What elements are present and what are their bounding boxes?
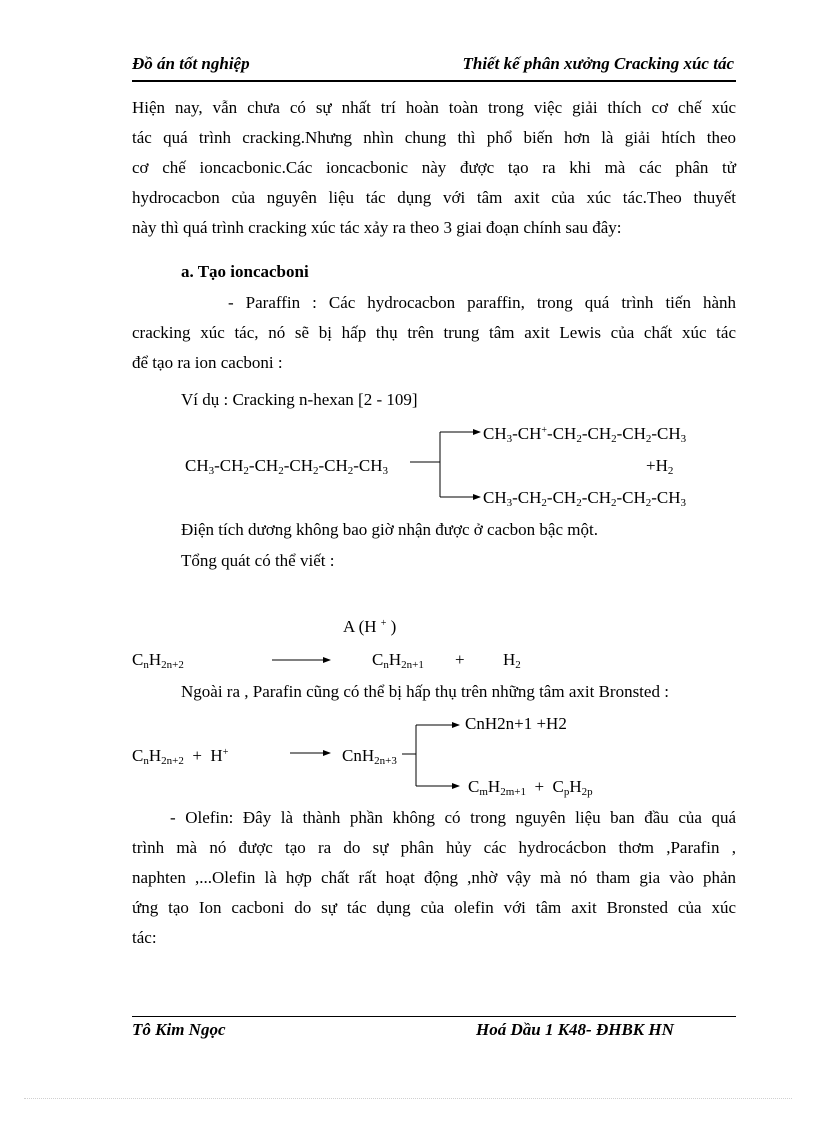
rxn3-reactant: $C_nH_{2n+2} + H^+$ xyxy=(132,746,229,767)
intro-line: Hiện nay, vẫn chưa có sự nhất trí hoàn toàn trong việc giải thích cơ chế xúc xyxy=(132,98,736,117)
header-right: Thiết kế phân xưởng Cracking xúc tác xyxy=(462,54,734,73)
rxn2-plus: + xyxy=(455,650,465,669)
rxn3-product-bottom: $C_mH_{2m+1} + C_pH_{2p}$ xyxy=(468,777,593,798)
rxn1-h2: $+H_2$ xyxy=(646,456,674,477)
olefin-line: ứng tạo Ion cacboni do sự tác dụng của olefin với tâm axit Bronsted của xúc xyxy=(132,898,736,917)
rxn3-product-top: CnH2n+1 +H2 xyxy=(465,714,567,733)
header-left: Đồ án tốt nghiệp xyxy=(132,54,250,73)
rxn1-product-top: $CH_3-CH^+-CH_2-CH_2-CH_2-CH_3$ xyxy=(483,424,687,445)
bronsted-text: Ngoài ra , Parafin cũng có thể bị hấp thụ trên những tâm axit Bronsted : xyxy=(181,682,669,701)
intro-line: hydrocacbon của nguyên liệu tác dụng với tâm axit của xúc tác.Theo thuyết xyxy=(132,188,736,207)
rxn1-reactant: $CH_3-CH_2-CH_2-CH_2-CH_2-CH_3$ xyxy=(185,456,389,477)
rxn1-product-bottom: $CH_3-CH_2-CH_2-CH_2-CH_2-CH_3$ xyxy=(483,488,687,509)
section-heading: a. Tạo ioncacboni xyxy=(181,262,309,281)
rxn3-intermediate: CnH$_{2n+3}$ xyxy=(342,746,397,767)
rxn2-product: $C_nH_{2n+1}$ xyxy=(372,650,424,671)
example-label: Ví dụ : Cracking n-hexan [2 - 109] xyxy=(181,390,418,409)
footer-right: Hoá Dầu 1 K48- ĐHBK HN xyxy=(476,1020,674,1039)
intro-line: này thì quá trình cracking xúc tác xảy ra theo 3 giai đoạn chính sau đây: xyxy=(132,218,622,237)
note-primary-carbon: Điện tích dương không bao giờ nhận được ở cacbon bậc một. xyxy=(181,520,598,539)
paraffin-line: để tạo ra ion cacboni : xyxy=(132,353,283,372)
olefin-line: tác: xyxy=(132,928,157,947)
rxn2-h2: $H_2$ xyxy=(503,650,521,671)
olefin-line: trình mà nó được tạo ra do sự phân hủy các hydrocácbon thơm ,Parafin , xyxy=(132,838,736,857)
rxn2-catalyst: A (H + ) xyxy=(343,617,397,636)
rxn2-reactant: $C_nH_{2n+2}$ xyxy=(132,650,184,671)
paraffin-line: - Paraffin : Các hydrocacbon paraffin, trong quá trình tiến hành xyxy=(228,293,736,312)
intro-line: tác quá trình cracking.Nhưng nhìn chung thì phổ biến hơn là giải htích theo xyxy=(132,128,736,147)
paraffin-line: cracking xúc tác, nó sẽ bị hấp thụ trên trung tâm axit Lewis của chất xúc tác xyxy=(132,323,736,342)
note-general: Tổng quát có thể viết : xyxy=(181,551,335,570)
olefin-line: naphten ,...Olefin là hợp chất rất hoạt động ,nhờ vậy mà nó tham gia vào phản xyxy=(132,868,736,887)
footer-left: Tô Kim Ngọc xyxy=(132,1020,226,1039)
intro-line: cơ chế ioncacbonic.Các ioncacbonic này được tạo ra khi mà các phân tử xyxy=(132,158,736,177)
olefin-line: - Olefin: Đây là thành phần không có trong nguyên liệu ban đầu của quá xyxy=(170,808,736,827)
